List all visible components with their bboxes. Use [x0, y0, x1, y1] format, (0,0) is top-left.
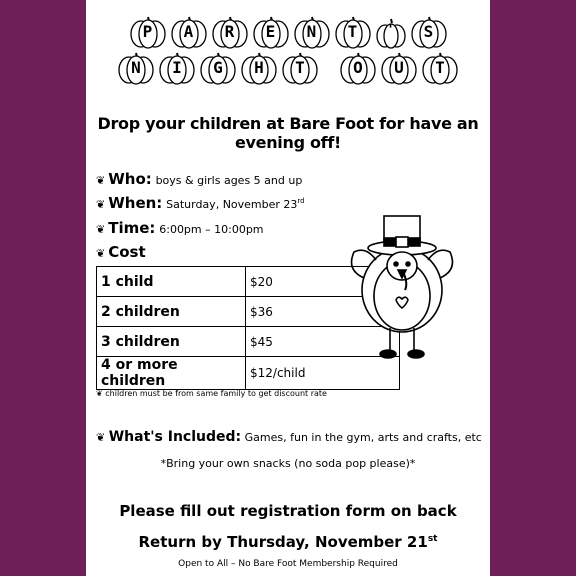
pumpkin-icon [421, 49, 459, 85]
pumpkin-icon [375, 13, 407, 49]
leaf-bullet-icon: ❦ [96, 247, 106, 260]
pumpkin-icon [199, 49, 237, 85]
leaf-bullet-icon: ❦ [96, 223, 106, 236]
flyer [86, 0, 490, 576]
cost-tier-label: 4 or more children [97, 357, 246, 390]
when-value: Saturday, November 23 [166, 198, 298, 211]
snacks-note: *Bring your own snacks (no soda pop please)* [160, 457, 416, 470]
time-line [96, 219, 264, 237]
membership-footer: Open to All – No Bare Foot Membership Required [178, 559, 398, 569]
pumpkin-icon [252, 13, 290, 49]
cost-line [96, 243, 146, 261]
cost-tier-label: 2 children [97, 297, 246, 327]
title-letter: A [183, 22, 194, 41]
pumpkin-icon [211, 13, 249, 49]
pumpkin-icon [334, 13, 372, 49]
return-deadline-text: Return by Thursday, November 21 [138, 533, 428, 551]
cost-tier-price: $20 [246, 267, 400, 297]
pumpkin-icon [170, 13, 208, 49]
leaf-bullet-icon: ❦ [96, 431, 106, 444]
title-letter: T [435, 58, 445, 77]
title-letter: O [353, 58, 363, 77]
leaf-bullet-icon: ❦ [96, 389, 103, 398]
title-letter: S [423, 22, 434, 41]
when-label: When: [108, 194, 163, 212]
return-deadline-suffix: st [427, 534, 438, 544]
word-gap [322, 49, 336, 85]
time-label: Time: [108, 219, 156, 237]
pumpkin-icon [339, 49, 377, 85]
registration-instruction: Please fill out registration form on back [119, 502, 457, 520]
included-value: Games, fun in the gym, arts and crafts, etc [244, 431, 482, 444]
leaf-bullet-icon: ❦ [96, 198, 106, 211]
title-letter: N [131, 58, 141, 77]
title-letter: T [295, 58, 305, 77]
pumpkin-icon [281, 49, 319, 85]
discount-note-text: children must be from same family to get discount rate [105, 389, 327, 398]
discount-note [96, 389, 327, 398]
return-deadline [86, 533, 490, 551]
cost-tier-price: $12/child [246, 357, 400, 390]
title-letter: P [142, 22, 153, 41]
pumpkin-icon [293, 13, 331, 49]
time-value: 6:00pm – 10:00pm [159, 223, 264, 236]
cost-tier-price: $45 [246, 327, 400, 357]
title-letter: ' [386, 23, 395, 38]
when-line [96, 194, 305, 212]
tagline: Drop your children at Bare Foot for have an evening off! [97, 114, 479, 152]
pumpkin-icon [117, 49, 155, 85]
title-line-2 [86, 49, 490, 85]
leaf-bullet-icon: ❦ [96, 174, 106, 187]
title-letter: G [213, 58, 223, 77]
included-line [96, 429, 482, 445]
title-letter: I [172, 58, 182, 77]
title-letter: U [394, 58, 404, 77]
title-letter: E [265, 22, 276, 41]
pumpkin-icon [129, 13, 167, 49]
title-letter: H [254, 58, 264, 77]
cost-label: Cost [108, 243, 146, 261]
title-line-1 [86, 13, 490, 49]
pumpkin-icon [380, 49, 418, 85]
cost-tier-price: $36 [246, 297, 400, 327]
pumpkin-icon [158, 49, 196, 85]
who-label: Who: [108, 170, 152, 188]
who-line [96, 170, 302, 188]
title-letter: N [306, 22, 317, 41]
turkey-pilgrim-illustration [332, 200, 472, 376]
cost-tier-label: 3 children [97, 327, 246, 357]
when-suffix: rd [297, 197, 305, 205]
pumpkin-icon [410, 13, 448, 49]
included-label: What's Included: [108, 429, 242, 445]
title-letter: T [347, 22, 358, 41]
pumpkin-icon [240, 49, 278, 85]
title-letter: R [224, 22, 235, 41]
who-value: boys & girls ages 5 and up [155, 174, 303, 187]
cost-tier-label: 1 child [97, 267, 246, 297]
